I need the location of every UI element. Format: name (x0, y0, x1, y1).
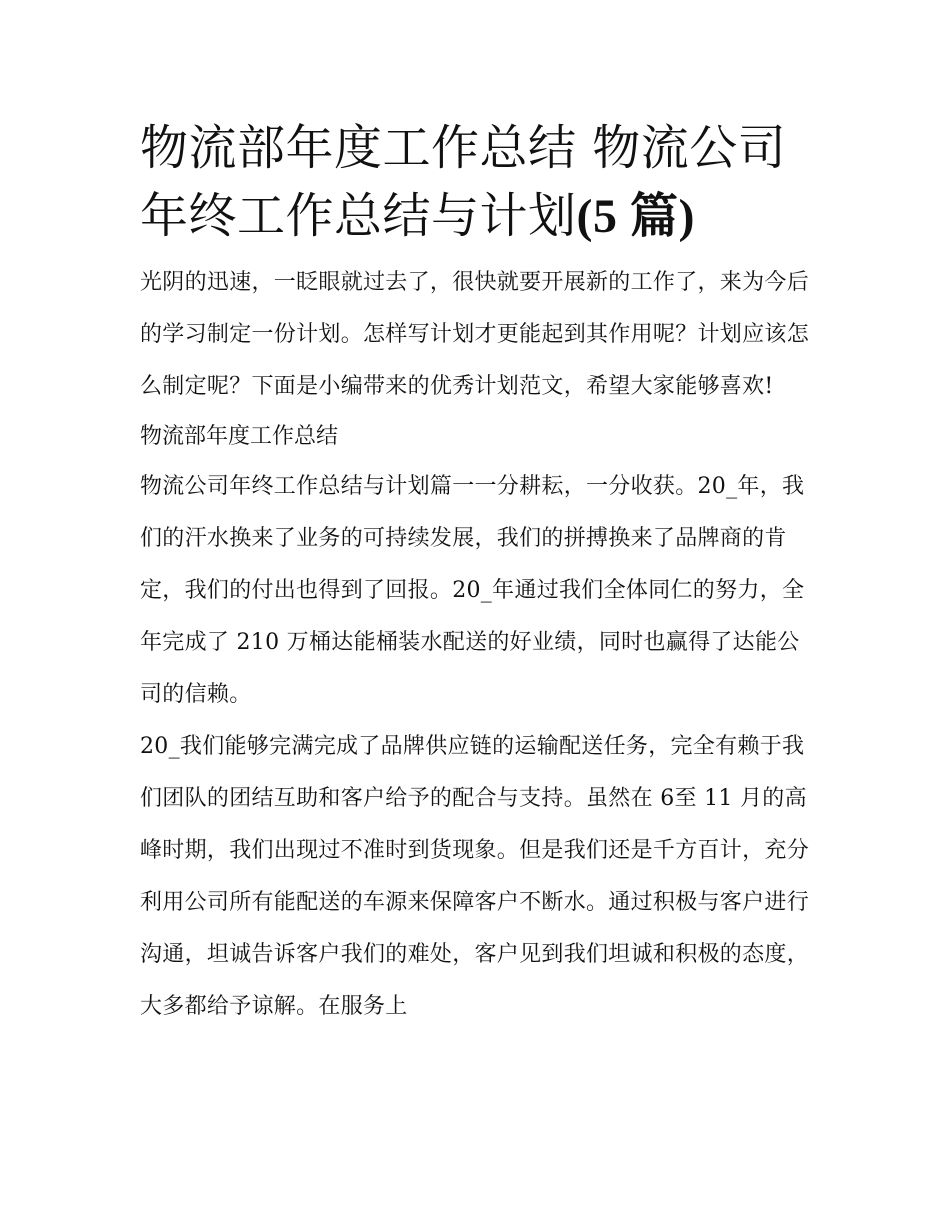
title-text: 物流部年度工作总结 物流公司年终工作总结与计划 (140, 120, 787, 244)
body-paragraph-2: 20_我们能够完满完成了品牌供应链的运输配送任务，完全有赖于我们团队的团结互助和客户给予的配合与支持。虽然在 6至 11 月的高峰时期，我们出现过不准时到货现象。但是我们还是千方百计，充分利用公司所有能配送的车源来保障客户不断水。通过积极与客户进行沟通，坦诚告诉客户我们的难处，客户见到我们坦诚和积极的态度，大多都给予谅解。在服务上 (140, 734, 810, 1019)
document-title (140, 114, 820, 251)
document-content (140, 114, 820, 1033)
intro-paragraph: 光阴的迅速，一眨眼就过去了，很快就要开展新的工作了，来为今后的学习制定一份计划。怎样写计划才更能起到其作用呢？计划应该怎么制定呢？下面是小编带来的优秀计划范文，希望大家能够喜欢! (140, 270, 810, 399)
body-paragraph-1: 物流公司年终工作总结与计划篇一一分耕耘，一分收获。20_年，我们的汗水换来了业务的可持续发展，我们的拼搏换来了品牌商的肯定，我们的付出也得到了回报。20_年通过我们全体同仁的努力，全年完成了 210 万桶达能桶装水配送的好业绩，同时也赢得了达能公司的信赖。 (140, 474, 805, 707)
title-count: (5 篇) (576, 190, 695, 243)
section-heading: 物流部年度工作总结 (140, 424, 339, 449)
